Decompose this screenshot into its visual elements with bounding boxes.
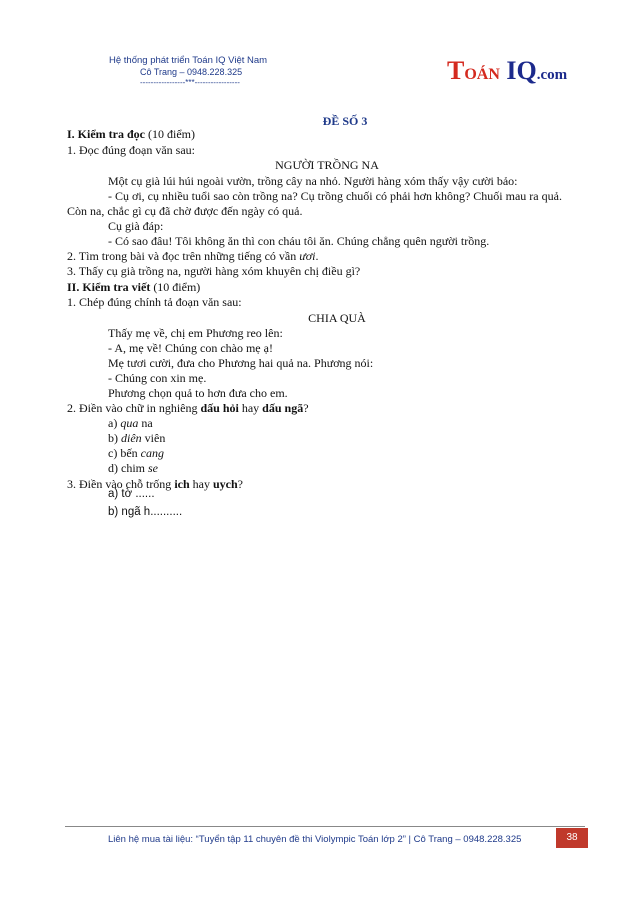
option-d bbox=[108, 461, 158, 475]
section-2-label: II. Kiểm tra viết bbox=[67, 280, 151, 294]
toan-iq-logo[interactable] bbox=[447, 56, 567, 90]
question-2-end: . bbox=[315, 249, 319, 263]
header-line-2: Cô Trang – 0948.228.325 bbox=[140, 67, 243, 77]
question-6-pre: 3. Điền vào chỗ trống bbox=[67, 477, 175, 491]
footer-divider bbox=[65, 826, 585, 827]
question-5-end: ? bbox=[303, 401, 309, 415]
paragraph-2b: Còn na, chắc gì cụ đã chờ được đến ngày có quả. bbox=[67, 204, 303, 218]
logo-iq: IQ bbox=[499, 56, 537, 85]
question-5-mid: hay bbox=[238, 401, 263, 415]
option-b-prefix: b) bbox=[108, 431, 121, 445]
section-2-heading bbox=[67, 280, 200, 294]
header-line-1: Hệ thống phát triển Toán IQ Việt Nam bbox=[109, 55, 268, 66]
option-a-suffix: na bbox=[138, 416, 153, 430]
page-title: ĐỀ SỐ 3 bbox=[322, 114, 368, 128]
option-a bbox=[108, 416, 153, 430]
option-b-suffix: viên bbox=[141, 431, 166, 445]
question-4: 1. Chép đúng chính tả đoạn văn sau: bbox=[67, 295, 242, 309]
option-c bbox=[108, 446, 164, 460]
section-1-points: (10 điểm) bbox=[144, 127, 195, 141]
story-title: NGƯỜI TRỒNG NA bbox=[275, 158, 379, 172]
passage-line-5: Phương chọn quả to hơn đưa cho em. bbox=[108, 386, 288, 400]
paragraph-1: Một cụ già lúi húi ngoài vườn, trồng cây na nhỏ. Người hàng xóm thấy vậy cười bảo: bbox=[108, 174, 518, 188]
option-d-word: se bbox=[148, 461, 158, 475]
blank-b: b) ngã h.......... bbox=[108, 506, 183, 518]
section-1-label: I. Kiểm tra đọc bbox=[67, 127, 145, 141]
passage-title: CHIA QUÀ bbox=[308, 311, 366, 325]
question-5-bold-1: dấu hỏi bbox=[200, 401, 239, 415]
question-6-mid: hay bbox=[189, 477, 213, 491]
question-1: 1. Đọc đúng đoạn văn sau: bbox=[67, 143, 195, 157]
option-b-word: diên bbox=[121, 431, 142, 445]
paragraph-4: - Có sao đâu! Tôi không ăn thì con cháu tôi ăn. Chúng chẳng quên người trồng. bbox=[108, 234, 490, 248]
page-number: 38 bbox=[556, 828, 588, 848]
blank-a: a) tờ ...... bbox=[108, 488, 155, 500]
passage-line-4: - Chúng con xin mẹ. bbox=[108, 371, 207, 385]
logo-com: .com bbox=[536, 67, 568, 83]
logo-oan: OÁN bbox=[464, 66, 500, 83]
paragraph-2a: - Cụ ơi, cụ nhiều tuổi sao còn trồng na? Cụ trồng chuối có phải hơn không? Chuối mau ra quả. bbox=[108, 189, 562, 203]
option-c-word: cang bbox=[140, 446, 164, 460]
option-b bbox=[108, 431, 165, 445]
question-2-rhyme: ươi bbox=[299, 249, 316, 263]
option-a-word: qua bbox=[120, 416, 139, 430]
option-d-prefix: d) chim bbox=[108, 461, 148, 475]
question-6-end: ? bbox=[237, 477, 243, 491]
footer-text: Liên hệ mua tài liệu: “Tuyển tập 11 chuyên đề thi Violympic Toán lớp 2” | Cô Trang – 0948.228.325 bbox=[108, 834, 522, 845]
header-divider: -----------------***----------------- bbox=[140, 78, 240, 87]
passage-line-2: - A, mẹ về! Chúng con chào mẹ ạ! bbox=[108, 341, 273, 355]
passage-line-1: Thấy mẹ về, chị em Phương reo lên: bbox=[108, 326, 283, 340]
paragraph-3: Cụ già đáp: bbox=[108, 219, 164, 233]
question-2 bbox=[67, 249, 319, 263]
logo-t: T bbox=[447, 56, 465, 85]
question-2-text: 2. Tìm trong bài và đọc trên những tiếng có vần bbox=[67, 249, 300, 263]
option-c-prefix: c) bến bbox=[108, 446, 141, 460]
question-5-pre: 2. Điền vào chữ in nghiêng bbox=[67, 401, 201, 415]
passage-line-3: Mẹ tươi cười, đưa cho Phương hai quả na. Phương nói: bbox=[108, 356, 374, 370]
question-5-bold-2: dấu ngã bbox=[262, 401, 304, 415]
question-3: 3. Thấy cụ già trồng na, người hàng xóm khuyên chị điều gì? bbox=[67, 264, 361, 278]
question-6-bold-1: ich bbox=[174, 477, 190, 491]
question-6-bold-2: uych bbox=[212, 477, 238, 491]
question-5 bbox=[67, 401, 309, 415]
section-2-points: (10 điểm) bbox=[150, 280, 201, 294]
question-6 bbox=[67, 477, 243, 491]
option-a-prefix: a) bbox=[108, 416, 121, 430]
section-1-heading bbox=[67, 127, 195, 141]
